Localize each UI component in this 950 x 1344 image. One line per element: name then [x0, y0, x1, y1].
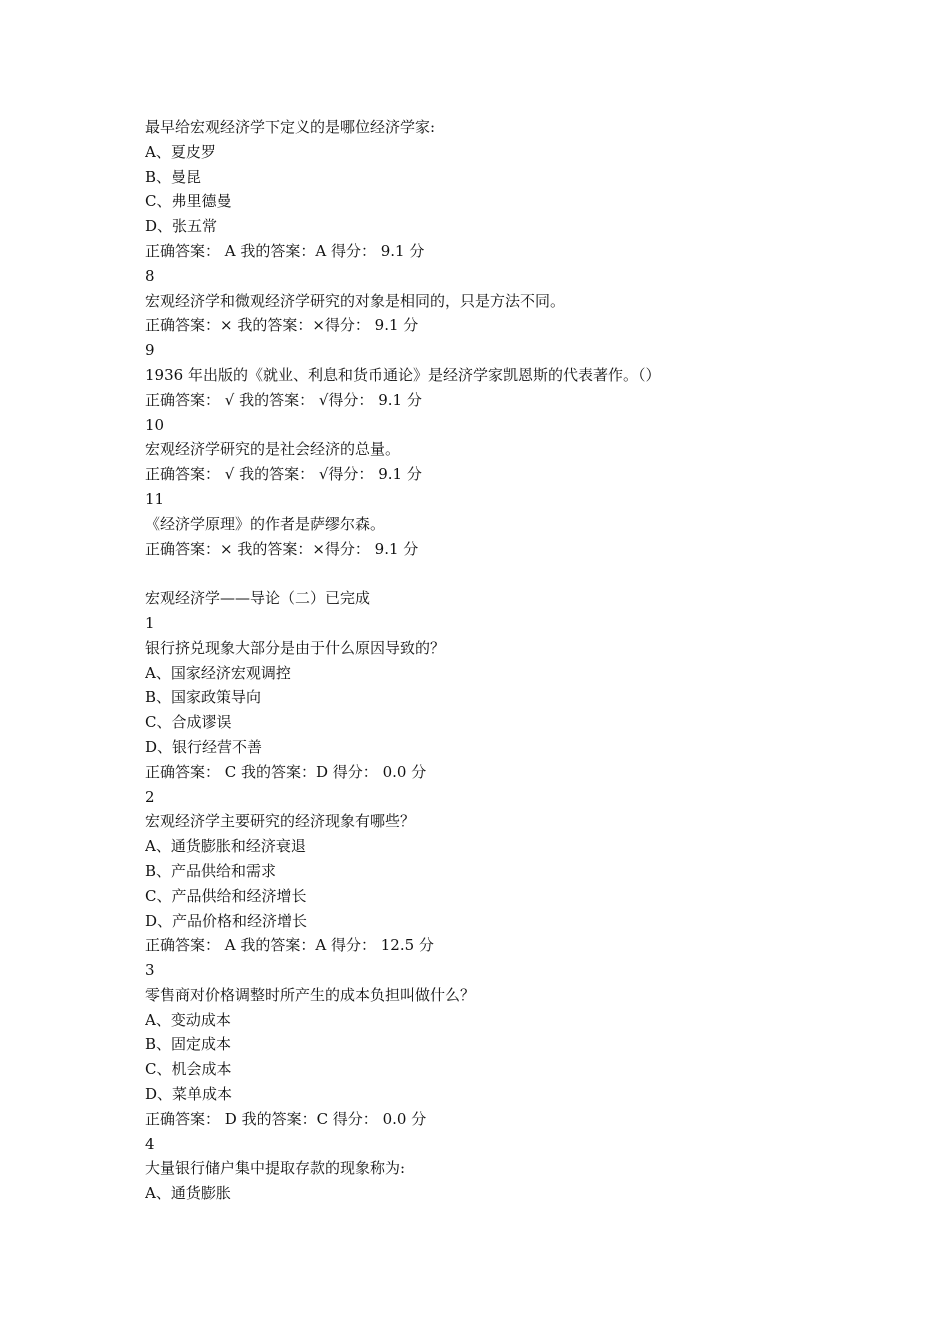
option-b: B、国家政策导向	[145, 688, 262, 707]
question-text: 零售商对价格调整时所产生的成本负担叫做什么？	[145, 985, 476, 1004]
question-text: 银行挤兑现象大部分是由于什么原因导致的？	[145, 638, 446, 657]
question-number: 2	[145, 787, 155, 806]
question-text: 1936 年出版的《就业、利息和货币通论》是经济学家凯恩斯的代表著作。（）	[145, 365, 661, 384]
option-c: C、合成谬误	[145, 713, 232, 732]
document-page	[145, 115, 865, 1206]
question-text: 宏观经济学主要研究的经济现象有哪些？	[145, 812, 416, 831]
question-text: 宏观经济学和微观经济学研究的对象是相同的，只是方法不同。	[145, 291, 566, 310]
option-a: A、通货膨胀和经济衰退	[145, 837, 306, 856]
question-number: 4	[145, 1134, 155, 1153]
question-text: 大量银行储户集中提取存款的现象称为:	[145, 1159, 406, 1178]
question-number: 10	[145, 415, 165, 434]
question-number: 1	[145, 613, 155, 632]
option-d: D、产品价格和经济增长	[145, 911, 308, 930]
answer-line: 正确答案：× 我的答案：×得分： 9.1 分	[145, 539, 419, 558]
option-d: D、菜单成本	[145, 1085, 233, 1104]
answer-line: 正确答案： C 我的答案：D 得分： 0.0 分	[145, 762, 427, 781]
answer-line: 正确答案： √ 我的答案： √得分： 9.1 分	[145, 390, 422, 409]
question-number: 3	[145, 961, 155, 980]
section-title: 宏观经济学——导论（二）已完成	[145, 589, 371, 608]
question-text: 最早给宏观经济学下定义的是哪位经济学家:	[145, 118, 436, 136]
option-c: C、产品供给和经济增长	[145, 886, 307, 905]
option-a: A、国家经济宏观调控	[145, 663, 291, 682]
option-d: D、银行经营不善	[145, 737, 263, 756]
option-d: D、张五常	[145, 217, 218, 236]
question-number: 11	[145, 489, 165, 508]
answer-line: 正确答案： D 我的答案：C 得分： 0.0 分	[145, 1109, 427, 1128]
option-b: B、产品供给和需求	[145, 861, 277, 880]
question-text: 《经济学原理》的作者是萨缪尔森。	[145, 514, 386, 533]
question-number: 9	[145, 341, 155, 360]
blank-line	[145, 561, 865, 586]
option-a: A、变动成本	[145, 1010, 231, 1029]
answer-line: 正确答案： A 我的答案：A 得分： 12.5 分	[145, 936, 434, 955]
option-c: C、机会成本	[145, 1060, 232, 1079]
answer-line: 正确答案： √ 我的答案： √得分： 9.1 分	[145, 465, 422, 484]
answer-line: 正确答案：× 我的答案：×得分： 9.1 分	[145, 316, 419, 335]
answer-line: 正确答案： A 我的答案：A 得分： 9.1 分	[145, 241, 425, 260]
option-c: C、弗里德曼	[145, 192, 232, 211]
option-b: B、固定成本	[145, 1035, 232, 1054]
question-text: 宏观经济学研究的是社会经济的总量。	[145, 440, 401, 459]
option-a: A、通货膨胀	[145, 1184, 231, 1203]
option-b: B、曼昆	[145, 167, 202, 186]
question-number: 8	[145, 266, 155, 285]
option-a: A、夏皮罗	[145, 142, 216, 161]
